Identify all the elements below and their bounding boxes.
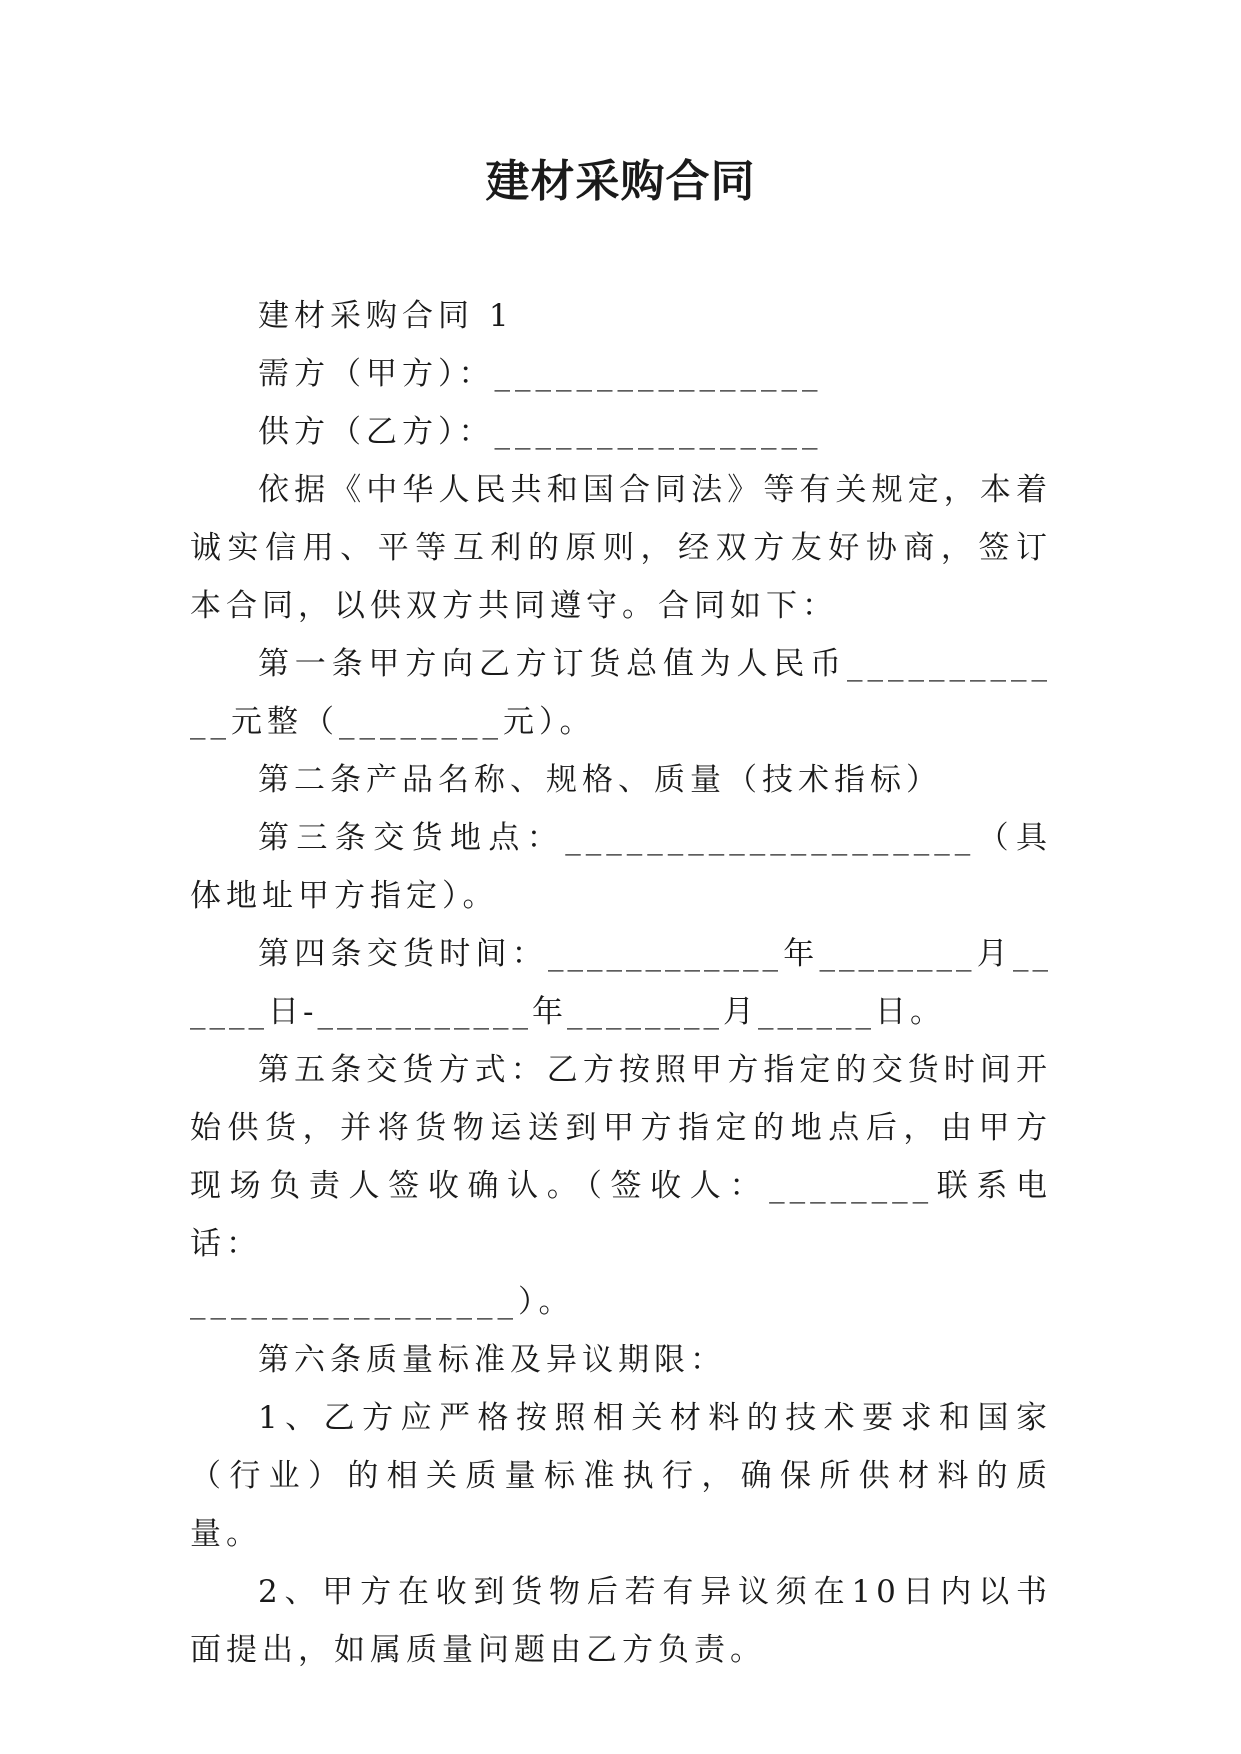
contract-heading-line: 建材采购合同 1	[258, 298, 514, 334]
article-3-paragraph: 第三条交货地点：____________________（具体地址甲方指定）。	[190, 820, 1052, 914]
supplier-party-line: 供方（乙方）：________________	[258, 414, 823, 450]
article-4-paragraph: 第四条交货时间：____________年________月______日-___________年________月______日。	[190, 936, 1052, 1030]
document-body	[190, 287, 1052, 1679]
buyer-party-line: 需方（甲方）：________________	[258, 356, 823, 392]
article-6-clause-1: 1、乙方应严格按照相关材料的技术要求和国家（行业）的相关质量标准执行，确保所供材料的质量。	[190, 1400, 1052, 1552]
article-6-clause-2: 2、甲方在收到货物后若有异议须在10日内以书面提出，如属质量问题由乙方负责。	[190, 1574, 1052, 1668]
article-5-phone-line: ________________）。	[190, 1284, 575, 1320]
preamble-paragraph: 依据《中华人民共和国合同法》等有关规定，本着诚实信用、平等互利的原则，经双方友好协商，签订本合同，以供双方共同遵守。合同如下：	[190, 472, 1052, 624]
article-2-paragraph: 第二条产品名称、规格、质量（技术指标）	[258, 762, 942, 798]
article-6-paragraph: 第六条质量标准及异议期限：	[258, 1342, 726, 1378]
article-1-paragraph: 第一条甲方向乙方订货总值为人民币____________元整（________元）。	[190, 646, 1052, 740]
document-title: 建材采购合同	[485, 156, 756, 207]
article-5-paragraph: 第五条交货方式：乙方按照甲方指定的交货时间开始供货，并将货物运送到甲方指定的地点后，由甲方现场负责人签收确认。（签收人：________联系电话：	[190, 1052, 1052, 1262]
